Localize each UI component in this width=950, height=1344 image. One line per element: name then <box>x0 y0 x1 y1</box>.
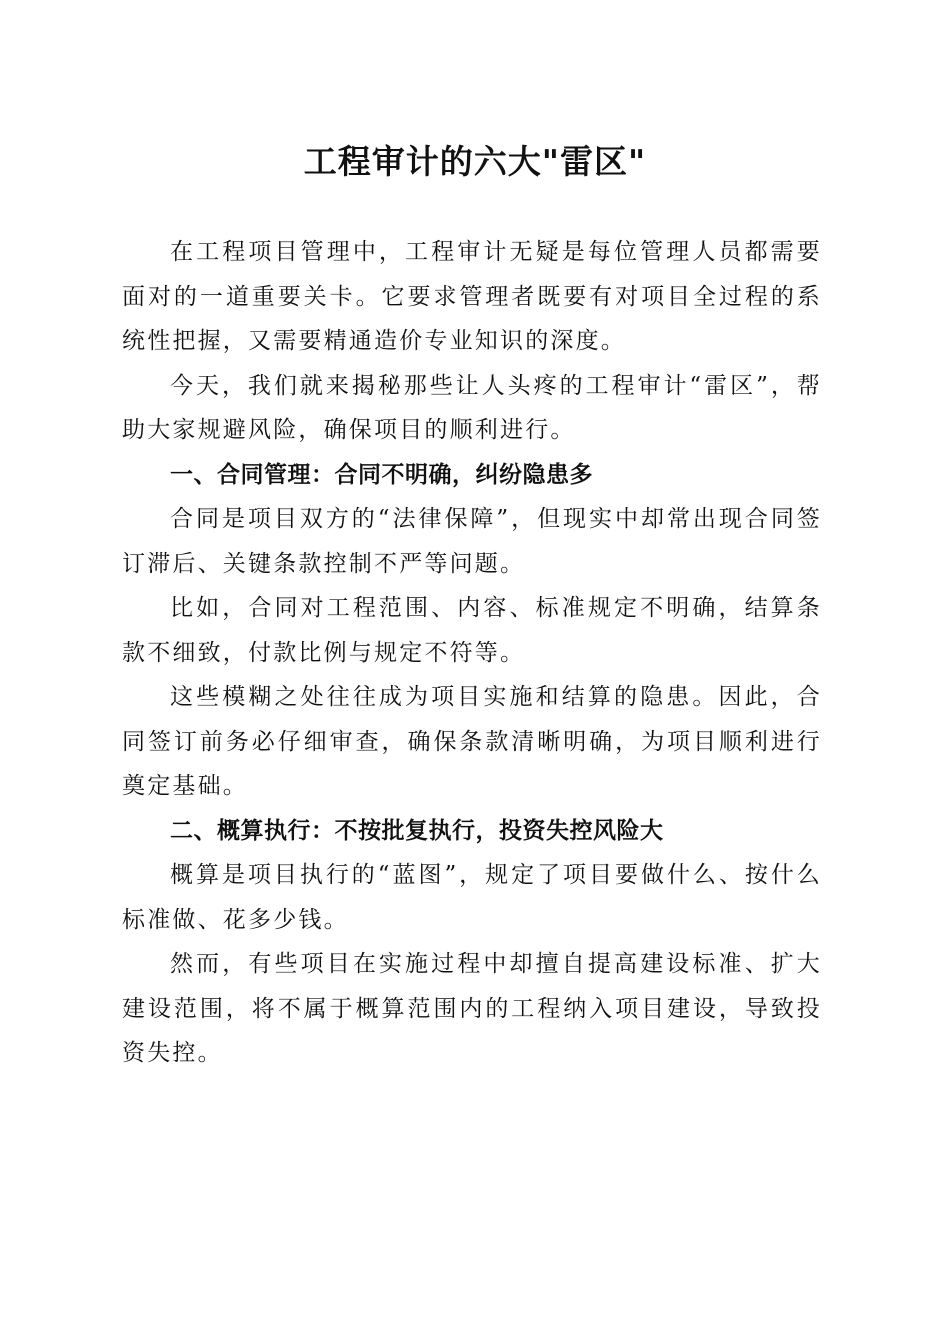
paragraph-contract-1: 合同是项目双方的“法律保障”，但现实中却常出现合同签订滞后、关键条款控制不严等问题。 <box>122 506 822 577</box>
section-heading-contract: 一、合同管理：合同不明确，纠纷隐患多 <box>170 461 593 488</box>
paragraph-budget-2: 然而，有些项目在实施过程中却擅自提高建设标准、扩大建设范围，将不属于概算范围内的工程纳入项目建设，导致投资失控。 <box>122 951 822 1066</box>
document-body <box>122 230 822 1076</box>
paragraph-intro: 在工程项目管理中，工程审计无疑是每位管理人员都需要面对的一道重要关卡。它要求管理者既要有对项目全过程的系统性把握，又需要精通造价专业知识的深度。 <box>122 239 822 354</box>
paragraph-contract-2: 比如，合同对工程范围、内容、标准规定不明确，结算条款不细致，付款比例与规定不符等。 <box>122 595 822 666</box>
document-title: 工程审计的六大"雷区" <box>303 142 647 181</box>
paragraph-budget-1: 概算是项目执行的“蓝图”，规定了项目要做什么、按什么标准做、花多少钱。 <box>122 862 822 933</box>
paragraph-today: 今天，我们就来揭秘那些让人头疼的工程审计“雷区”，帮助大家规避风险，确保项目的顺利进行。 <box>122 372 822 443</box>
section-heading-budget: 二、概算执行：不按批复执行，投资失控风险大 <box>170 817 664 844</box>
paragraph-contract-3: 这些模糊之处往往成为项目实施和结算的隐患。因此，合同签订前务必仔细审查，确保条款清晰明确，为项目顺利进行奠定基础。 <box>122 684 822 799</box>
